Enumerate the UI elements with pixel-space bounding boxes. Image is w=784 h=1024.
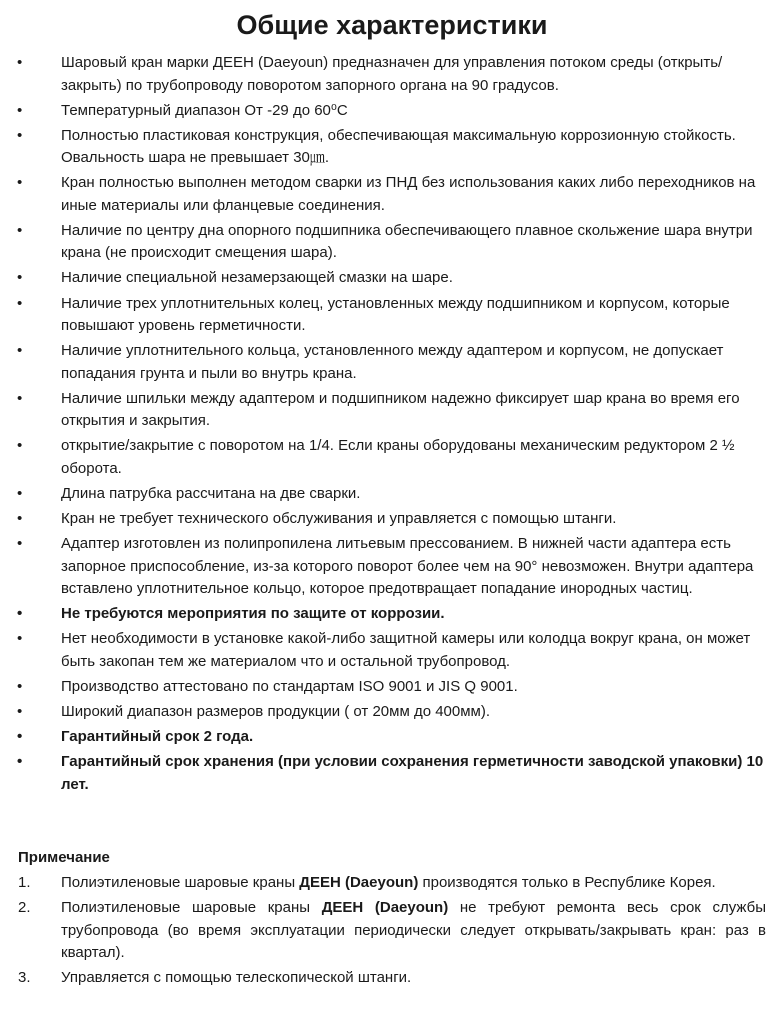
note-number: 3. (18, 969, 31, 987)
characteristic-text: Наличие уплотнительного кольца, установленного между адаптером и корпусом, не допускает попадания грунта и пыли во внутрь крана. (61, 342, 724, 382)
characteristic-item (0, 533, 784, 601)
note-list (0, 872, 784, 992)
characteristics-list (0, 52, 784, 799)
characteristic-text: Нет необходимости в установке какой-либо защитной камеры или колодца вокруг крана, он может быть закопан тем же материалом что и остальной трубопровод. (61, 630, 751, 670)
bullet-icon: • (17, 294, 23, 312)
note-number: 1. (18, 874, 31, 891)
characteristic-text: Гарантийный срок хранения (при условии сохранения герметичности заводской упаковки) 10 лет. (61, 753, 764, 793)
characteristic-text: Шаровый кран марки ДЕЕН (Daeyoun) предназначен для управления потоком среды (открыть/закрыть) по трубопроводу поворотом запорного органа на 90 градусов. (61, 54, 723, 94)
page-title: Общие характеристики (236, 10, 548, 40)
characteristic-text: Полностью пластиковая конструкция, обеспечивающая максимальную коррозионную стойкость. Овальность шара не превышает 30㎛. (61, 126, 736, 167)
characteristic-text: открытие/закрытие с поворотом на 1/4. Если краны оборудованы механическим редуктором 2 ½ оборота. (61, 437, 735, 477)
bullet-icon: • (17, 126, 23, 144)
characteristic-text: Не требуются мероприятия по защите от коррозии. (61, 605, 445, 623)
note-title: Примечание (18, 849, 110, 866)
bullet-icon: • (17, 342, 23, 360)
bullet-icon: • (17, 677, 23, 695)
note-text-end: производятся только в Республике Корея. (418, 874, 716, 891)
characteristic-item (0, 340, 784, 385)
characteristic-text: Наличие специальной незамерзающей смазки на шаре. (61, 269, 453, 287)
characteristic-text: Гарантийный срок 2 года. (61, 728, 254, 746)
characteristic-text: Производство аттестовано по стандартам ISO 9001 и JIS Q 9001. (61, 677, 518, 695)
bullet-icon: • (17, 630, 23, 648)
note-text: Полиэтиленовые шаровые краны (61, 874, 300, 891)
characteristic-item (0, 508, 784, 531)
characteristic-item (0, 172, 784, 217)
bullet-icon: • (17, 54, 23, 71)
characteristic-item (0, 125, 784, 170)
bullet-icon: • (17, 510, 23, 528)
characteristic-item (0, 676, 784, 699)
bullet-icon: • (17, 221, 23, 239)
characteristic-item (0, 726, 784, 749)
bullet-icon: • (17, 535, 23, 553)
note-brand: ДЕЕН (Daeyoun) (321, 899, 449, 917)
note-item (0, 897, 784, 965)
characteristic-item (0, 628, 784, 673)
characteristic-item (0, 701, 784, 724)
note-text: Полиэтиленовые шаровые краны (61, 899, 322, 917)
note-item (0, 967, 784, 990)
characteristic-text: Широкий диапазон размеров продукции ( от 20мм до 400мм). (61, 703, 491, 720)
characteristic-text: Кран полностью выполнен методом сварки из ПНД без использования каких либо переходников на иные материалы или фланцевые соединения. (61, 174, 756, 214)
bullet-icon: • (17, 728, 23, 746)
characteristic-text: Адаптер изготовлен из полипропилена литьевым прессованием. В нижней части адаптера есть запорное приспособление, из-за которого поворот более чем на 90° невозможен. Внутри адаптера вставлено уплотнительное кольцо, которое предотвращает попадание инородных частиц. (61, 535, 754, 598)
characteristic-text: Кран не требует технического обслуживания и управляется с помощью штанги. (61, 510, 617, 528)
note-text-end: не требуют ремонта весь срок службы трубопровода (во время эксплуатации периодически следует открывать/закрывать кран: раз в квартал). (61, 899, 766, 962)
characteristic-item (0, 52, 784, 97)
characteristic-item (0, 293, 784, 338)
note-number: 2. (18, 899, 31, 917)
characteristic-item (0, 388, 784, 433)
note-brand: ДЕЕН (Daeyoun) (299, 874, 419, 891)
characteristic-text: Наличие шпильки между адаптером и подшипником надежно фиксирует шар крана во время его открытия и закрытия. (61, 389, 740, 430)
bullet-icon: • (17, 269, 23, 287)
characteristic-item (0, 100, 784, 123)
characteristic-text: Наличие трех уплотнительных колец, установленных между подшипником и корпусом, которые повышают уровень герметичности. (61, 294, 730, 335)
bullet-icon: • (17, 605, 23, 623)
bullet-icon: • (17, 703, 23, 720)
bullet-icon: • (17, 484, 23, 502)
characteristic-item (0, 603, 784, 626)
characteristic-item (0, 751, 784, 796)
characteristic-text: Температурный диапазон От -29 до 60⁰С (61, 101, 348, 119)
bullet-icon: • (17, 753, 23, 771)
bullet-icon: • (17, 389, 23, 407)
characteristic-text: Длина патрубка рассчитана на две сварки. (61, 484, 361, 502)
bullet-icon: • (17, 437, 23, 455)
characteristic-text: Наличие по центру дна опорного подшипника обеспечивающего плавное скольжение шара внутри крана (не происходит смещения шара). (61, 221, 753, 262)
note-item (0, 872, 784, 895)
bullet-icon: • (17, 101, 23, 119)
characteristic-item (0, 267, 784, 290)
bullet-icon: • (17, 174, 23, 192)
characteristic-item (0, 220, 784, 265)
note-text: Управляется с помощью телескопической штанги. (61, 969, 412, 987)
characteristic-item (0, 435, 784, 480)
characteristic-item (0, 483, 784, 506)
